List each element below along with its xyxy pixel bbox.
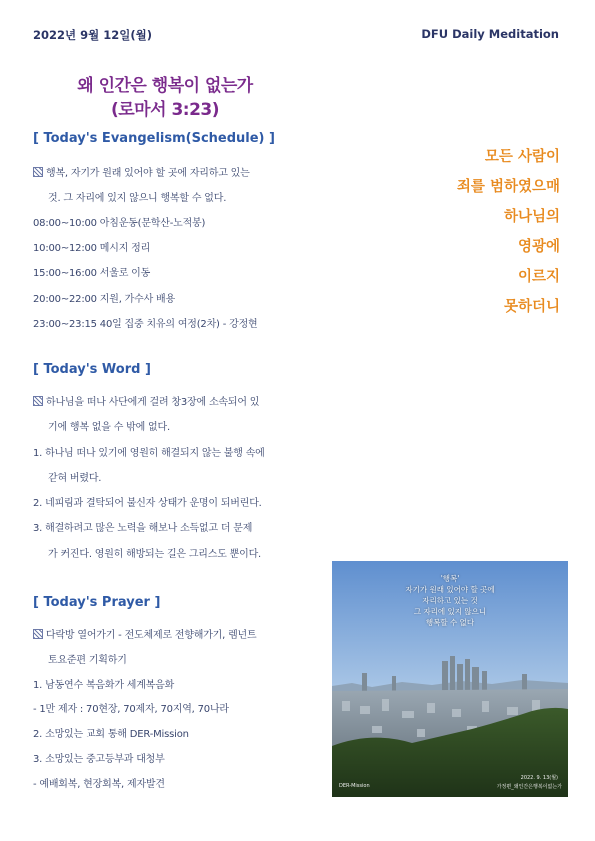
photo-footer-title: 가정편_왜인간은행복이없는가	[496, 784, 562, 790]
hatched-square-icon	[33, 167, 43, 177]
header-date: 2022년 9월 12일(월)	[33, 28, 152, 42]
evangelism-heading: [ Today's Evangelism(Schedule) ]	[33, 131, 275, 146]
verse-line: 영광에	[517, 239, 560, 255]
photo-footer-left: DER-Mission	[339, 783, 370, 789]
evangelism-intro-line2: 것. 그 자리에 있지 않으니 행복할 수 없다.	[48, 193, 227, 204]
photo-caption-line: 행복할 수 없다	[425, 618, 475, 627]
hatched-square-icon	[33, 396, 43, 406]
photo-caption-line: 자기가 원래 있어야 할 곳에	[405, 585, 495, 594]
word-item: 3. 해결하려고 많은 노력을 해보나 소득없고 더 문제	[33, 523, 253, 534]
word-heading: [ Today's Word ]	[33, 362, 151, 377]
verse-line: 하나님의	[503, 209, 560, 225]
word-intro-line1: 하나님을 떠나 사단에게 걸려 창3장에 소속되어 있	[46, 397, 260, 408]
page-subtitle: (로마서 3:23)	[110, 100, 219, 120]
schedule-item: 20:00~22:00 지원, 가수사 배용	[33, 294, 175, 305]
prayer-item: 2. 소망있는 교회 통해 DER-Mission	[33, 729, 189, 740]
verse-line: 죄를 범하였으매	[456, 179, 560, 195]
photo-caption-line: 그 자리에 있지 않으니	[413, 607, 487, 616]
schedule-item: 23:00~23:15 40일 집중 치유의 여정(2차) - 강정현	[33, 319, 258, 330]
verse-line: 못하더니	[503, 299, 560, 315]
page-title: 왜 인간은 행복이 없는가	[77, 76, 253, 96]
word-intro-line2: 기에 행복 없을 수 밖에 없다.	[48, 422, 170, 433]
city-photo	[332, 561, 568, 797]
schedule-item: 15:00~16:00 서울로 이동	[33, 268, 151, 279]
prayer-intro-line1: 다락방 열어가기 - 전도체제로 전향해가기, 렘넌트	[46, 630, 257, 641]
prayer-intro-line2: 토요준편 기획하기	[48, 655, 127, 666]
photo-footer-date: 2022. 9. 13(월)	[520, 775, 558, 781]
verse-line: 모든 사람이	[484, 149, 560, 165]
prayer-item: - 1만 제자 : 70현장, 70제자, 70지역, 70나라	[33, 704, 229, 715]
hatched-square-icon	[33, 629, 43, 639]
word-item-cont: 가 커진다. 영원히 해방되는 길은 그리스도 뿐이다.	[48, 549, 262, 560]
photo-caption-line: 자리하고 있는 것	[422, 596, 478, 605]
evangelism-intro	[33, 164, 250, 179]
prayer-item: 1. 남동연수 복음화가 세계복음화	[33, 680, 175, 691]
word-item: 2. 네피림과 결탁되어 불신자 상태가 운명이 되버린다.	[33, 498, 262, 509]
schedule-item: 10:00~12:00 메시지 정리	[33, 243, 151, 254]
photo-caption-line: '행복'	[440, 574, 460, 583]
prayer-intro	[33, 626, 256, 641]
header-brand: DFU Daily Meditation	[421, 27, 559, 41]
prayer-heading: [ Today's Prayer ]	[33, 595, 161, 610]
verse-line: 이르지	[517, 269, 560, 285]
schedule-item: 08:00~10:00 아침운동(문학산-노적봉)	[33, 218, 206, 229]
prayer-item: - 예배회복, 현장회복, 제자발견	[33, 779, 165, 790]
word-item-cont: 갇혀 버렸다.	[48, 473, 102, 484]
evangelism-intro-line1: 행복, 자기가 원래 있어야 할 곳에 자리하고 있는	[46, 168, 250, 179]
word-item: 1. 하나님 떠나 있기에 영원히 해결되지 않는 불행 속에	[33, 448, 265, 459]
prayer-item: 3. 소망있는 중고등부과 대청부	[33, 754, 165, 765]
word-intro	[33, 393, 259, 408]
